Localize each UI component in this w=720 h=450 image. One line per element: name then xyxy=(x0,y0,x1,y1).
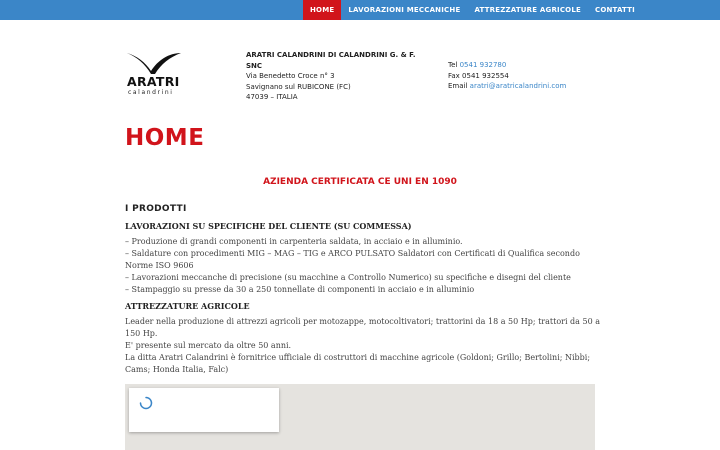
agri-equipment-heading: ATTREZZATURE AGRICOLE xyxy=(125,301,250,311)
custom-work-line: – Lavorazioni meccanche di precisione (su macchine a Controllo Numerico) su specifiche e disegni del cliente xyxy=(125,273,571,282)
loading-spinner-icon xyxy=(139,396,153,410)
nav-item-home[interactable]: HOME xyxy=(303,0,341,20)
products-content xyxy=(125,220,600,376)
address-city: Savignano sul RUBICONE (FC) xyxy=(246,82,351,91)
custom-work-heading: LAVORAZIONI SU SPECIFICHE DEL CLIENTE (SU COMMESSA) xyxy=(125,221,412,231)
contact-phone xyxy=(448,60,608,71)
company-contacts xyxy=(448,60,608,92)
custom-work-line: – Saldature con procedimenti MIG – MAG – TIG e ARCO PULSATO Saldatori con Certificati di Qualifica secondo Norme ISO 9606 xyxy=(125,249,580,270)
nav-menu xyxy=(303,0,642,20)
certification-banner: AZIENDA CERTIFICATA CE UNI EN 1090 xyxy=(263,177,457,187)
company-logo[interactable] xyxy=(125,50,185,100)
contact-email xyxy=(448,81,608,92)
phone-label: Tel xyxy=(448,61,458,69)
agri-equipment-line: La ditta Aratri Calandrini è fornitrice ufficiale di costruttori di macchine agricole (Goldoni; Grillo; Bertolini; Nibbi; Cams; Honda Italia, Falc) xyxy=(125,353,591,374)
top-navigation xyxy=(0,0,720,20)
nav-item-contatti[interactable]: CONTATTI xyxy=(594,6,635,14)
logo-sub-text: calandrini xyxy=(128,89,174,96)
company-address xyxy=(246,50,426,103)
agri-equipment-line: Leader nella produzione di attrezzi agricoli per motozappe, motocoltivatori; trattorini da 18 a 50 Hp; trattori da 50 a 150 Hp. xyxy=(125,317,600,338)
map-info-card xyxy=(129,388,279,432)
phone-link[interactable]: 0541 932780 xyxy=(459,61,507,69)
page-title: HOME xyxy=(125,125,205,151)
email-link[interactable]: aratri@aratricalandrini.com xyxy=(469,82,567,90)
address-street: Via Benedetto Croce n° 3 xyxy=(246,72,335,80)
address-postal: 47039 – ITALIA xyxy=(246,93,298,101)
company-name: ARATRI CALANDRINI DI CALANDRINI G. & F. SNC xyxy=(246,51,416,70)
map-embed[interactable] xyxy=(125,384,595,450)
custom-work-line: – Stampaggio su presse da 30 a 250 tonnellate di componenti in acciaio e in alluminio xyxy=(125,285,475,294)
email-label: Email xyxy=(448,82,468,90)
agri-equipment-line: E' presente sul mercato da oltre 50 anni. xyxy=(125,341,292,350)
contact-fax: Fax 0541 932554 xyxy=(448,71,509,80)
logo-brand-text: ARATRI xyxy=(127,74,180,89)
nav-item-lavorazioni-meccaniche[interactable]: LAVORAZIONI MECCANICHE xyxy=(348,6,461,14)
nav-item-attrezzature-agricole[interactable]: ATTREZZATURE AGRICOLE xyxy=(474,6,581,14)
bird-wings-icon xyxy=(125,50,185,76)
custom-work-line: – Produzione di grandi componenti in carpenteria saldata, in acciaio e in alluminio. xyxy=(125,237,463,246)
products-heading: I PRODOTTI xyxy=(125,204,187,214)
